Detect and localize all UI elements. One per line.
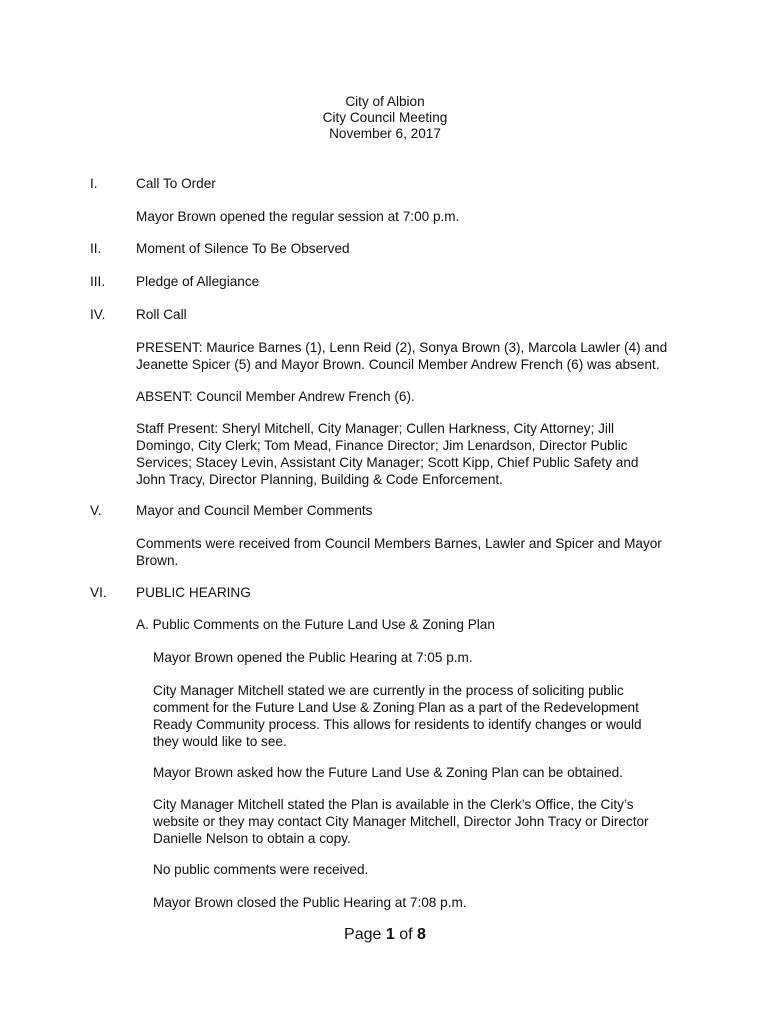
section-title-call-to-order: Call To Order [136, 176, 216, 191]
mitchell-statement-2 [153, 796, 693, 847]
paragraph-line: John Tracy, Director Planning, Building & Code Enforcement. [136, 472, 503, 487]
paragraph-line: Danielle Nelson to obtain a copy. [153, 831, 351, 846]
total-pages-number: 8 [417, 926, 426, 943]
section-title-pledge: Pledge of Allegiance [136, 274, 260, 289]
absent-paragraph: ABSENT: Council Member Andrew French (6). [136, 389, 415, 404]
paragraph-line: comment for the Future Land Use & Zoning Plan as a part of the Redevelopment [153, 700, 639, 715]
section-title-moment-of-silence: Moment of Silence To Be Observed [136, 241, 350, 256]
hearing-open-paragraph: Mayor Brown opened the Public Hearing at 7:05 p.m. [153, 650, 473, 665]
of-label: of [399, 926, 413, 943]
paragraph-line: they would like to see. [153, 734, 287, 749]
section-numeral-2: II. [90, 241, 102, 256]
paragraph-line: Brown. [136, 553, 179, 568]
hearing-item-a: A. Public Comments on the Future Land Use & Zoning Plan [136, 617, 495, 632]
current-page-number: 1 [385, 926, 395, 943]
section-numeral-1: I. [90, 176, 98, 191]
no-comments-paragraph: No public comments were received. [153, 862, 369, 877]
paragraph-line: City Manager Mitchell stated the Plan is available in the Clerk’s Office, the City’s [153, 797, 634, 812]
page-label: Page [344, 926, 382, 943]
paragraph-line: Jeanette Spicer (5) and Mayor Brown. Council Member Andrew French (6) was absent. [136, 357, 660, 372]
meeting-title: City Council Meeting [322, 110, 448, 125]
section-title-comments: Mayor and Council Member Comments [136, 503, 373, 518]
paragraph-line: Services; Stacey Levin, Assistant City Manager; Scott Kipp, Chief Public Safety and [136, 455, 639, 470]
document-header [0, 94, 770, 142]
section-numeral-5: V. [90, 503, 102, 518]
meeting-date: November 6, 2017 [329, 126, 441, 141]
section-numeral-4: IV. [90, 307, 106, 322]
section-title-roll-call: Roll Call [136, 307, 187, 322]
paragraph-line: PRESENT: Maurice Barnes (1), Lenn Reid (2), Sonya Brown (3), Marcola Lawler (4) and [136, 340, 668, 355]
hearing-close-paragraph: Mayor Brown closed the Public Hearing at 7:08 p.m. [153, 895, 467, 910]
section-title-public-hearing: PUBLIC HEARING [136, 585, 251, 600]
paragraph-line: Ready Community process. This allows for residents to identify changes or would [153, 717, 642, 732]
paragraph-line: Comments were received from Council Members Barnes, Lawler and Spicer and Mayor [136, 536, 662, 551]
present-paragraph [136, 339, 696, 373]
section-numeral-3: III. [90, 274, 106, 289]
section-numeral-6: VI. [90, 585, 107, 600]
paragraph-line: Domingo, City Clerk; Tom Mead, Finance Director; Jim Lenardson, Director Public [136, 438, 628, 453]
call-to-order-paragraph: Mayor Brown opened the regular session at 7:00 p.m. [136, 209, 460, 224]
city-name: City of Albion [345, 94, 425, 109]
mitchell-statement-1 [153, 682, 693, 750]
staff-present-paragraph [136, 420, 696, 488]
paragraph-line: City Manager Mitchell stated we are currently in the process of soliciting public [153, 683, 624, 698]
brown-question-paragraph: Mayor Brown asked how the Future Land Use & Zoning Plan can be obtained. [153, 765, 624, 780]
paragraph-line: Staff Present: Sheryl Mitchell, City Manager; Cullen Harkness, City Attorney; Jill [136, 421, 614, 436]
comments-paragraph [136, 535, 696, 569]
page-footer [0, 926, 770, 943]
paragraph-line: website or they may contact City Manager Mitchell, Director John Tracy or Director [153, 814, 649, 829]
